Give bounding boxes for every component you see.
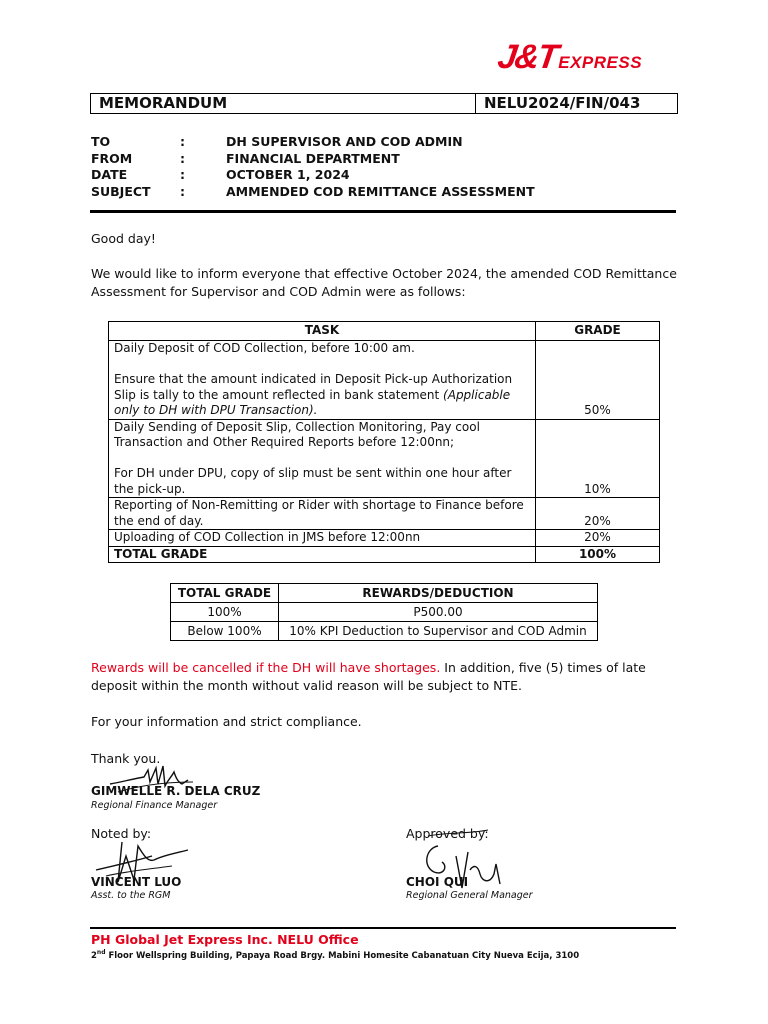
field-value: OCTOBER 1, 2024 — [226, 167, 350, 182]
grade-cell: 20% — [536, 498, 660, 530]
table-row — [109, 419, 660, 498]
column-header-grade: GRADE — [536, 322, 660, 341]
task-cell: Uploading of COD Collection in JMS before 12:00nn — [109, 530, 536, 547]
total-row — [109, 546, 660, 563]
task-text: Daily Deposit of COD Collection, before 10:00 am. — [114, 341, 415, 355]
field-value: FINANCIAL DEPARTMENT — [226, 150, 400, 166]
reward-cell: P500.00 — [279, 603, 598, 622]
signatory-name: GIMWELLE R. DELA CRUZ — [91, 784, 261, 798]
task-cell: Reporting of Non-Remitting or Rider with shortage to Finance before the end of day. — [109, 498, 536, 530]
memo-header — [90, 93, 678, 114]
memo-title: MEMORANDUM — [91, 94, 476, 113]
logo-mark: J&T — [495, 38, 559, 76]
table-header-row — [171, 584, 598, 603]
field-colon: : — [180, 183, 185, 199]
grade-cell: Below 100% — [171, 622, 279, 641]
table-header-row — [109, 322, 660, 341]
field-colon: : — [180, 150, 185, 166]
grade-cell: 10% — [536, 419, 660, 498]
reward-cell: 10% KPI Deduction to Supervisor and COD Admin — [279, 622, 598, 641]
assessment-table — [108, 321, 660, 563]
approved-by-label: Approved by: — [406, 826, 489, 841]
field-to — [91, 134, 535, 151]
intro-paragraph: We would like to inform everyone that effective October 2024, the amended COD Remittance Assessment for Supervisor and COD Admin were as follows: — [91, 266, 677, 299]
field-value: AMMENDED COD REMITTANCE ASSESSMENT — [226, 183, 535, 199]
shortage-note-text: In addition, five (5) times of late deposit within the month without valid reason will be subject to NTE. — [91, 660, 646, 693]
shortage-note — [91, 659, 691, 695]
address-suffix: nd — [96, 949, 106, 956]
task-detail: For DH under DPU, copy of slip must be sent within one hour after the pick-up. — [114, 466, 512, 496]
field-subject — [91, 184, 535, 201]
footer-address — [91, 949, 579, 961]
task-detail-text: Ensure that the amount indicated in Deposit Pick-up Authorization Slip is tally to the amount reflected in bank statement — [114, 372, 513, 402]
footer-divider — [90, 927, 676, 929]
field-label: TO — [91, 134, 111, 149]
rewards-table — [170, 583, 598, 641]
column-header-task: TASK — [109, 322, 536, 341]
grade-cell: 20% — [536, 530, 660, 547]
field-date — [91, 167, 535, 184]
memo-fields — [91, 134, 535, 200]
total-label: TOTAL GRADE — [109, 546, 536, 563]
field-from — [91, 151, 535, 168]
table-row — [171, 603, 598, 622]
field-colon: : — [180, 167, 185, 182]
thank-you-text: Thank you. — [91, 751, 161, 766]
logo-text: EXPRESS — [558, 53, 643, 72]
signatory-title: Regional Finance Manager — [91, 800, 218, 811]
task-cell — [109, 341, 536, 420]
table-row — [109, 498, 660, 530]
footer-company: PH Global Jet Express Inc. NELU Office — [91, 932, 359, 947]
signatory-name: VINCENT LUO — [91, 875, 182, 889]
signatory-title: Regional General Manager — [406, 890, 533, 901]
total-value: 100% — [536, 546, 660, 563]
table-row — [171, 622, 598, 641]
task-text: Daily Sending of Deposit Slip, Collection Monitoring, Pay cool Transaction and Other Required Reports before 12:00nn; — [114, 419, 480, 449]
field-colon: : — [180, 134, 185, 149]
jt-express-logo — [495, 38, 643, 78]
header-divider — [90, 210, 676, 213]
signatory-title: Asst. to the RGM — [91, 890, 171, 901]
shortage-warning: Rewards will be cancelled if the DH will have shortages. — [91, 660, 441, 675]
grade-cell: 100% — [171, 603, 279, 622]
field-label: SUBJECT — [91, 183, 151, 199]
address-number: 2 — [91, 950, 97, 961]
table-row — [109, 341, 660, 420]
compliance-text: For your information and strict compliance. — [91, 714, 362, 729]
field-label: DATE — [91, 167, 128, 182]
table-row — [109, 530, 660, 547]
memo-reference: NELU2024/FIN/043 — [484, 94, 641, 112]
column-header-rewards: REWARDS/DEDUCTION — [279, 584, 598, 603]
grade-cell: 50% — [536, 341, 660, 420]
field-label: FROM — [91, 150, 133, 166]
task-detail — [114, 372, 530, 419]
noted-by-label: Noted by: — [91, 826, 152, 841]
task-detail-note: (Applicable only to DH with DPU Transaction). — [114, 387, 511, 417]
field-value: DH SUPERVISOR AND COD ADMIN — [226, 134, 463, 149]
column-header-total-grade: TOTAL GRADE — [171, 584, 279, 603]
signatory-name: CHOI QUI — [406, 875, 469, 889]
address-text: Floor Wellspring Building, Papaya Road Brgy. Mabini Homesite Cabanatuan City Nueva Ecija, 3100 — [105, 950, 580, 961]
greeting: Good day! — [91, 231, 156, 246]
task-cell — [109, 419, 536, 498]
